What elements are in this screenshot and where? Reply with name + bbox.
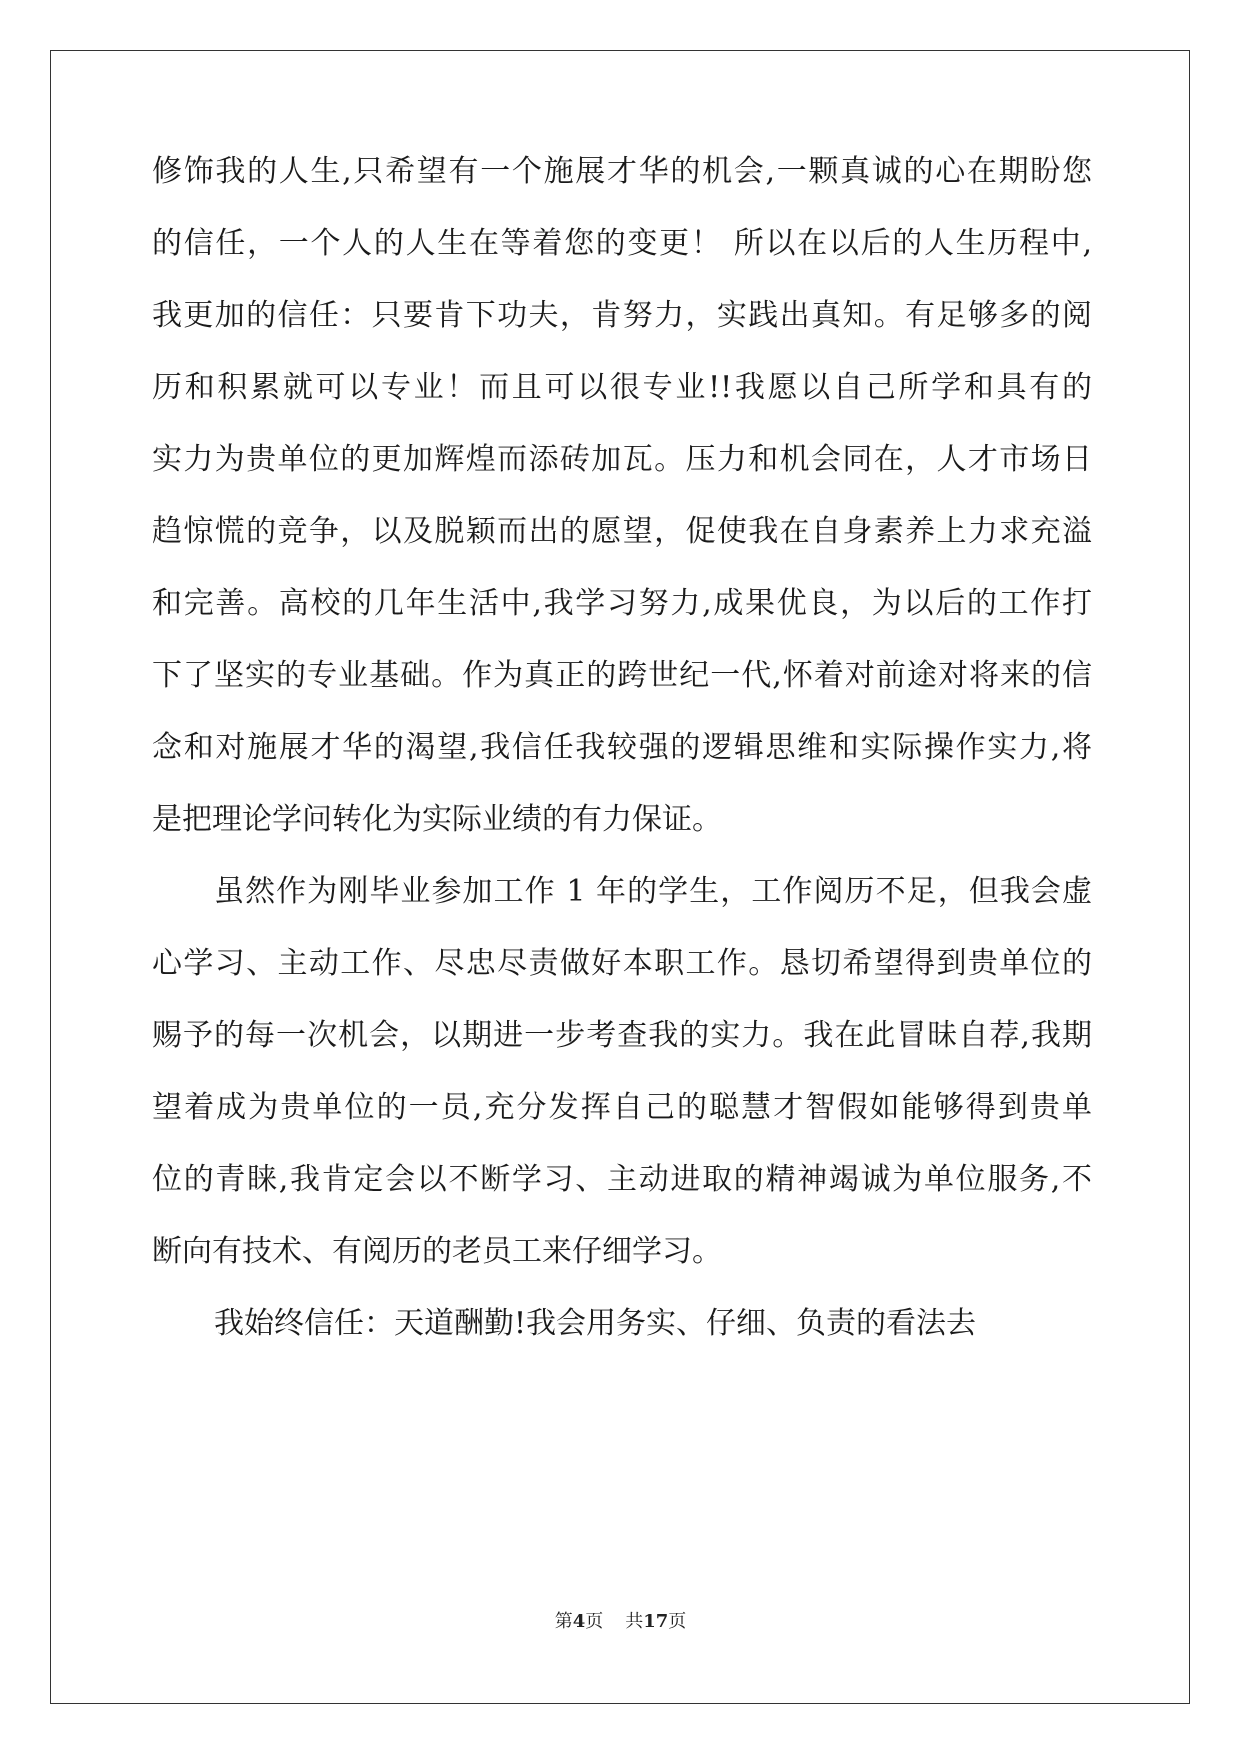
paragraph-first-line: 虽然作为刚毕业参加工作 1 年的学生，工作阅历不足，但我会虚	[214, 874, 1092, 909]
page-prefix: 第	[554, 1611, 573, 1632]
paragraph-line: 心学习、主动工作、尽忠尽责做好本职工作。恳切希望得到贵单位的	[152, 946, 1092, 981]
page-number: 4	[572, 1611, 586, 1632]
paragraph-line: 趋惊慌的竞争，以及脱颖而出的愿望，促使我在自身素养上力求充溢	[152, 514, 1092, 549]
paragraph-line: 我更加的信任：只要肯下功夫，肯努力，实践出真知。有足够多的阅	[152, 298, 1092, 333]
paragraph-line: 是把理论学问转化为实际业绩的有力保证。	[152, 802, 722, 837]
paragraph-line: 历和积累就可以专业！而且可以很专业!!我愿以自己所学和具有的	[152, 370, 1092, 405]
total-suffix: 页	[668, 1611, 687, 1632]
page-suffix: 页	[585, 1611, 604, 1632]
paragraph-line: 断向有技术、有阅历的老员工来仔细学习。	[152, 1234, 722, 1269]
total-prefix: 共	[625, 1611, 644, 1632]
paragraph-line: 望着成为贵单位的一员,充分发挥自己的聪慧才智假如能够得到贵单	[152, 1090, 1092, 1125]
paragraph-line: 念和对施展才华的渴望,我信任我较强的逻辑思维和实际操作实力,将	[152, 730, 1092, 765]
paragraph-line: 和完善。高校的几年生活中,我学习努力,成果优良，为以后的工作打	[152, 586, 1092, 621]
page-footer	[0, 1610, 1241, 1634]
paragraph-line: 赐予的每一次机会，以期进一步考查我的实力。我在此冒昧自荐,我期	[152, 1018, 1092, 1053]
paragraph-line: 位的青睐,我肯定会以不断学习、主动进取的精神竭诚为单位服务,不	[152, 1162, 1092, 1197]
paragraph-line: 下了坚实的专业基础。作为真正的跨世纪一代,怀着对前途对将来的信	[152, 658, 1092, 693]
paragraph-line: 的信任，一个人的人生在等着您的变更！ 所以在以后的人生历程中,	[152, 226, 1092, 261]
paragraph-first-line: 我始终信任：天道酬勤!我会用务实、仔细、负责的看法去	[214, 1306, 977, 1341]
total-pages: 17	[643, 1611, 669, 1632]
paragraph-line: 实力为贵单位的更加辉煌而添砖加瓦。压力和机会同在，人才市场日	[152, 442, 1092, 477]
paragraph-line: 修饰我的人生,只希望有一个施展才华的机会,一颗真诚的心在期盼您	[152, 154, 1092, 189]
